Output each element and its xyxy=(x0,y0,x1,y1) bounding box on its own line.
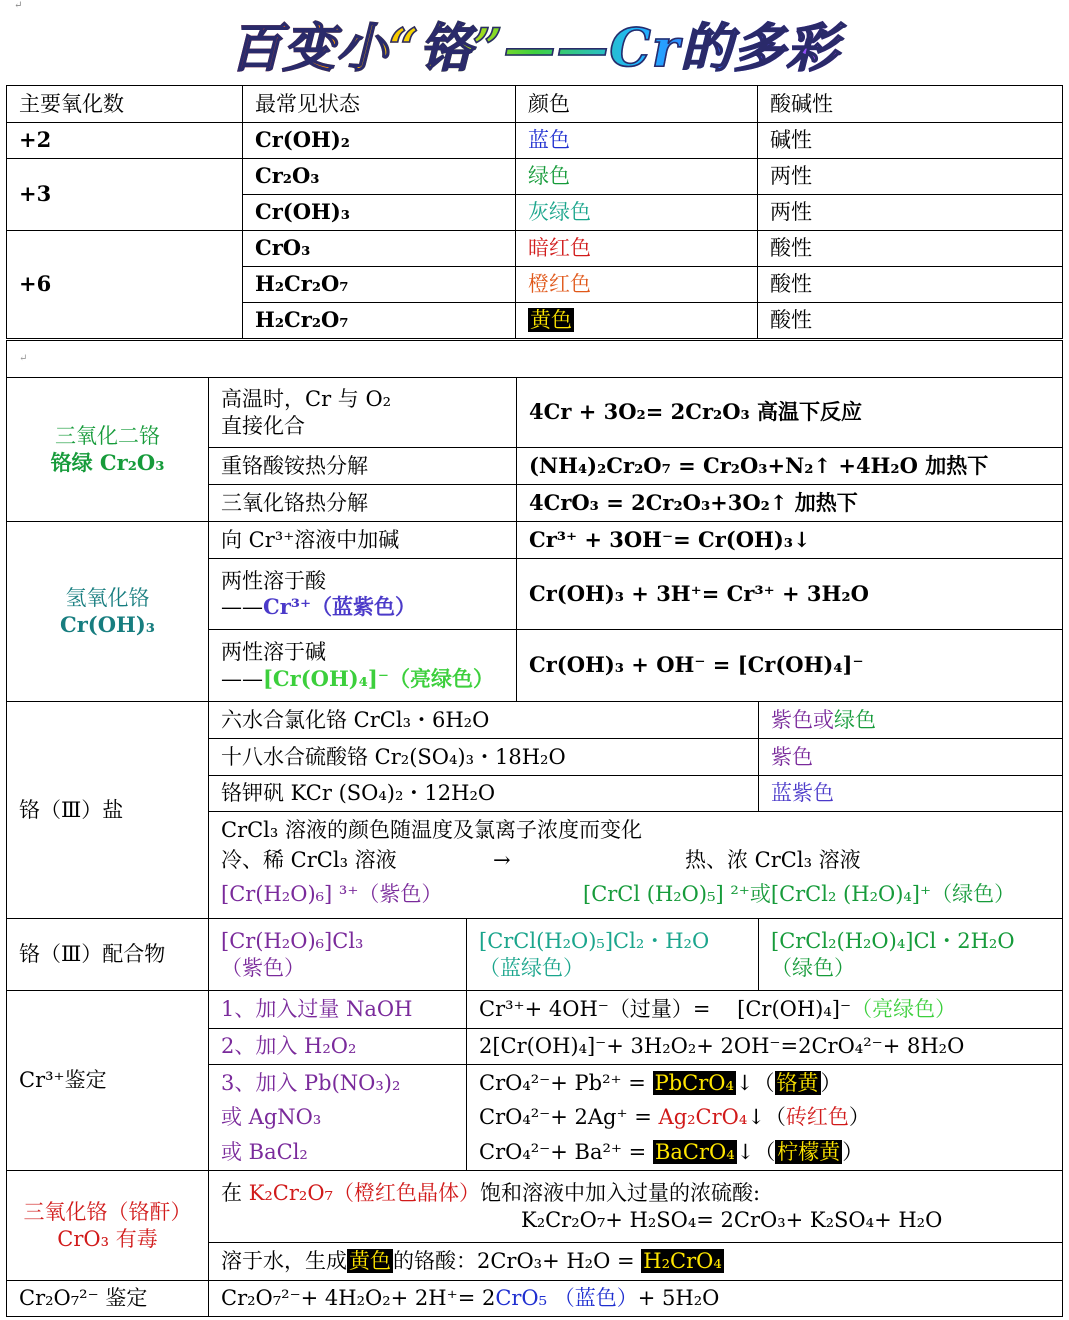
header-color: 颜色 xyxy=(516,86,758,123)
complex-cell: [CrCl₂(H₂O)₄]Cl・2H₂O （绿色） xyxy=(759,919,1063,991)
equation-cell: Cr(OH)₃ + 3H⁺= Cr³⁺ + 3H₂O xyxy=(517,559,1063,630)
table-row xyxy=(7,378,1063,448)
blank-cell: ↵ xyxy=(7,341,1063,378)
equation-cell: Cr³⁺+ 4OH⁻（过量）= [Cr(OH)₄]⁻（亮绿色） xyxy=(467,991,1063,1029)
section-label-complexes: 铬（Ⅲ）配合物 xyxy=(7,919,209,991)
equation-cell: 4CrO₃ = 2Cr₂O₃+3O₂↑ 加热下 xyxy=(517,485,1063,522)
state-cell: H₂Cr₂O₇ xyxy=(243,267,516,303)
state-cell: H₂Cr₂O₇ xyxy=(243,303,516,339)
color-cell: 绿色 xyxy=(516,159,758,195)
table-row xyxy=(7,991,1063,1029)
salt-name-cell: 十八水合硫酸铬 Cr₂(SO₄)₃・18H₂O xyxy=(209,739,759,776)
table-row xyxy=(7,159,1063,195)
state-cell: CrO₃ xyxy=(243,231,516,267)
oxidation-state-table xyxy=(6,85,1063,339)
acid-base-cell: 两性 xyxy=(758,195,1063,231)
oxidation-cell: +2 xyxy=(7,123,243,159)
state-cell: Cr(OH)₃ xyxy=(243,195,516,231)
equation-cell: (NH₄)₂Cr₂O₇ = Cr₂O₃+N₂↑ +4H₂O 加热下 xyxy=(517,448,1063,485)
table-row xyxy=(7,1281,1063,1317)
salt-color-cell: 紫色 xyxy=(759,739,1063,776)
section-label-cro3: 三氧化铬（铬酐） CrO₃ 有毒 xyxy=(7,1171,209,1281)
table-row xyxy=(7,522,1063,559)
color-cell: 暗红色 xyxy=(516,231,758,267)
table-header-row xyxy=(7,86,1063,123)
cr3-ion-label: Cr³⁺（蓝紫色） xyxy=(263,594,417,619)
section-label-croh3: 氢氧化铬 Cr(OH)₃ xyxy=(7,522,209,702)
table-row xyxy=(7,1171,1063,1243)
color-cell: 灰绿色 xyxy=(516,195,758,231)
paragraph-mark: ↵ xyxy=(14,0,23,11)
equation-cell: CrO₄²⁻+ Pb²⁺ = PbCrO₄↓（铬黄） CrO₄²⁻+ 2Ag⁺ = Ag₂CrO₄↓（砖红色） CrO₄²⁻+ Ba²⁺ = BaCrO₄↓（柠檬黄） xyxy=(467,1065,1063,1171)
yellow-highlight: 黄色 xyxy=(530,308,572,333)
acid-base-cell: 酸性 xyxy=(758,303,1063,339)
acid-base-cell: 碱性 xyxy=(758,123,1063,159)
acid-base-cell: 两性 xyxy=(758,159,1063,195)
complex-cell: [Cr(H₂O)₆]Cl₃ （紫色） xyxy=(209,919,467,991)
equation-cell: 2[Cr(OH)₄]⁻+ 3H₂O₂+ 2OH⁻=2CrO₄²⁻+ 8H₂O xyxy=(467,1029,1063,1065)
condition-cell: 重铬酸铵热分解 xyxy=(209,448,517,485)
state-cell: Cr₂O₃ xyxy=(243,159,516,195)
section-label-cr2o3: 三氧化二铬 铬绿 Cr₂O₃ xyxy=(7,378,209,522)
page-title xyxy=(0,0,1069,82)
header-state: 最常见状态 xyxy=(243,86,516,123)
header-acid-base: 酸碱性 xyxy=(758,86,1063,123)
table-row xyxy=(7,702,1063,739)
table-row xyxy=(7,231,1063,267)
step-cell: 3、加入 Pb(NO₃)₂ 或 AgNO₃ 或 BaCl₂ xyxy=(209,1065,467,1171)
section-label-cr3-test: Cr³⁺鉴定 xyxy=(7,991,209,1171)
color-cell: 橙红色 xyxy=(516,267,758,303)
condition-cell: 三氧化铬热分解 xyxy=(209,485,517,522)
condition-cell: 向 Cr³⁺溶液中加碱 xyxy=(209,522,517,559)
state-cell: Cr(OH)₂ xyxy=(243,123,516,159)
table-row xyxy=(7,123,1063,159)
blank-row xyxy=(7,341,1063,378)
crcl3-note-cell: CrCl₃ 溶液的颜色随温度及氯离子浓度而变化 冷、稀 CrCl₃ 溶液 → 热、浓 CrCl₃ 溶液 [Cr(H₂O)₆] ³⁺（紫色） [CrCl (H₂O)₅] ²⁺或[CrCl₂ (H₂O)₄]⁺（绿色） xyxy=(209,812,1063,919)
salt-name-cell: 六水合氯化铬 CrCl₃・6H₂O xyxy=(209,702,759,739)
oxidation-cell: +3 xyxy=(7,159,243,231)
header-oxidation: 主要氧化数 xyxy=(7,86,243,123)
step-cell: 2、加入 H₂O₂ xyxy=(209,1029,467,1065)
chromium-compounds-table xyxy=(6,340,1063,1317)
acid-base-cell: 酸性 xyxy=(758,231,1063,267)
complex-cell: [CrCl(H₂O)₅]Cl₂・H₂O （蓝绿色） xyxy=(467,919,759,991)
equation-cell: Cr₂O₇²⁻+ 4H₂O₂+ 2H⁺= 2CrO₅ （蓝色）+ 5H₂O xyxy=(209,1281,1063,1317)
equation-cell: Cr(OH)₃ + OH⁻ = [Cr(OH)₄]⁻ xyxy=(517,630,1063,702)
color-cell: 蓝色 xyxy=(516,123,758,159)
condition-cell: 高温时，Cr 与 O₂ 直接化合 xyxy=(209,378,517,448)
section-label-dichromate-test: Cr₂O₇²⁻ 鉴定 xyxy=(7,1281,209,1317)
salt-color-cell: 蓝紫色 xyxy=(759,776,1063,812)
section-label-cr3-salts: 铬（Ⅲ）盐 xyxy=(7,702,209,919)
oxidation-cell: +6 xyxy=(7,231,243,339)
tetrahydroxo-label: [Cr(OH)₄]⁻（亮绿色） xyxy=(263,665,494,691)
salt-color-cell: 紫色或绿色 xyxy=(759,702,1063,739)
acid-base-cell: 酸性 xyxy=(758,267,1063,303)
equation-cell: 4Cr + 3O₂= 2Cr₂O₃ 高温下反应 xyxy=(517,378,1063,448)
dissolve-cell: 溶于水，生成黄色的铬酸：2CrO₃+ H₂O = H₂CrO₄ xyxy=(209,1243,1063,1281)
table-row xyxy=(7,919,1063,991)
condition-cell: 两性溶于碱 ——[Cr(OH)₄]⁻（亮绿色） xyxy=(209,630,517,702)
arrow-icon: → xyxy=(493,848,511,873)
title-text: 百变小“铬”——Cr的多彩 xyxy=(230,6,840,81)
salt-name-cell: 铬钾矾 KCr (SO₄)₂・12H₂O xyxy=(209,776,759,812)
equation-cell: Cr³⁺ + 3OH⁻= Cr(OH)₃↓ xyxy=(517,522,1063,559)
step-cell: 1、加入过量 NaOH xyxy=(209,991,467,1029)
color-cell xyxy=(516,303,758,339)
prep-cell: 在 K₂Cr₂O₇（橙红色晶体）饱和溶液中加入过量的浓硫酸: K₂Cr₂O₇+ H₂SO₄= 2CrO₃+ K₂SO₄+ H₂O xyxy=(209,1171,1063,1243)
condition-cell: 两性溶于酸 ——Cr³⁺（蓝紫色） xyxy=(209,559,517,630)
